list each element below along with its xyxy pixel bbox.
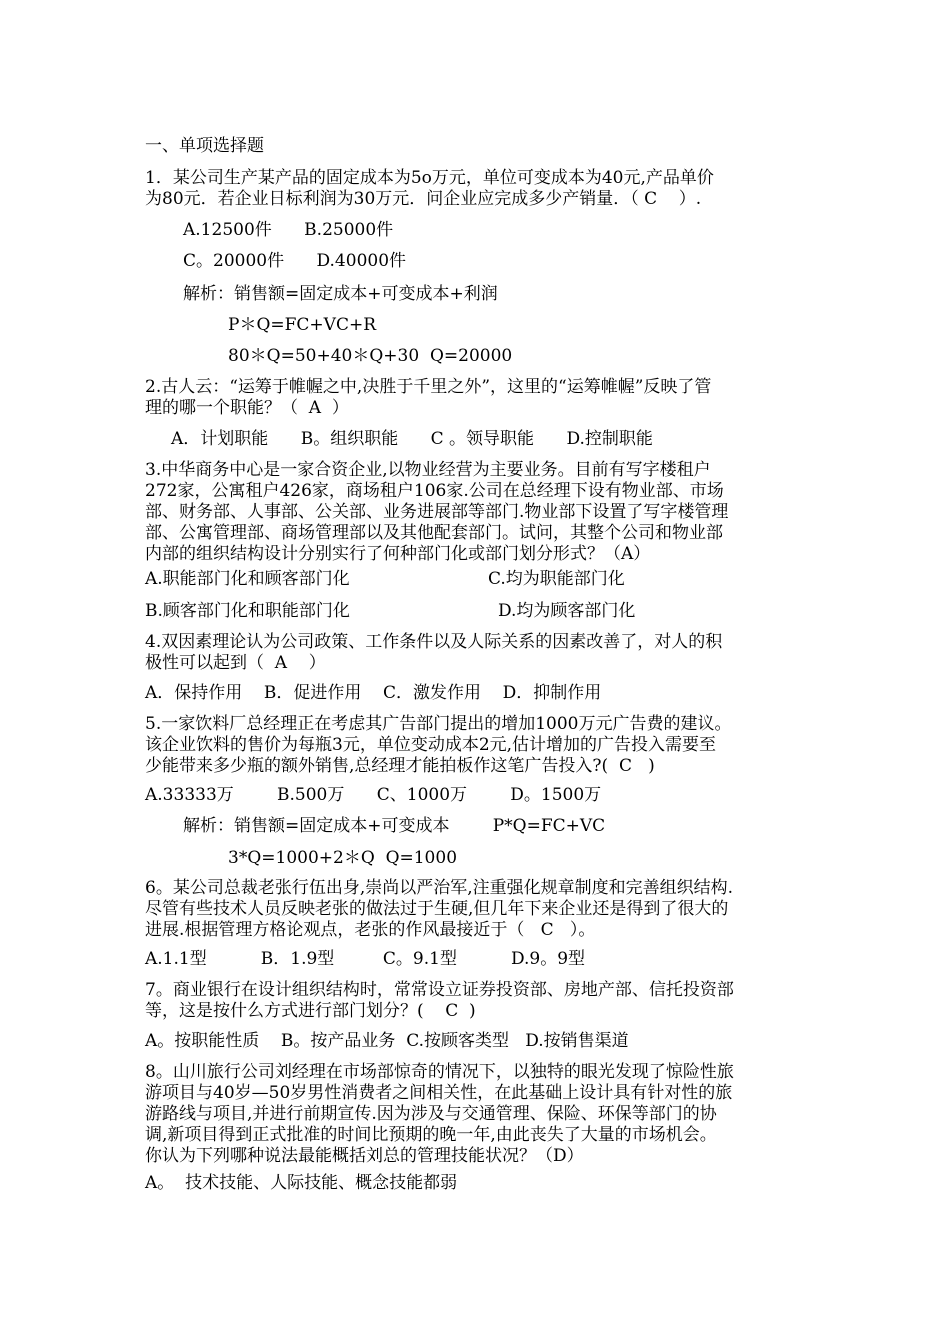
question-text: 4.双因素理论认为公司政策、工作条件以及人际关系的因素改善了，对人的积: [145, 632, 723, 652]
question-text: 少能带来多少瓶的额外销售,总经理才能拍板作这笔广告投入?( C ): [145, 756, 655, 776]
analysis-text: 解析：销售额=固定成本+可变成本+利润: [183, 284, 498, 304]
question-options: A.12500件 B.25000件: [183, 220, 394, 240]
question-text: 8。山川旅行公司刘经理在市场部惊奇的情况下，以独特的眼光发现了惊险性旅: [145, 1062, 734, 1082]
question-text: 1．某公司生产某产品的固定成本为5o万元，单位可变成本为40元,产品单价: [145, 168, 714, 188]
question-text: 6。某公司总裁老张行伍出身,崇尚以严治军,注重强化规章制度和完善组织结构.: [145, 878, 734, 898]
question-text: 部、公寓管理部、商场管理部以及其他配套部门。试问，其整个公司和物业部: [145, 523, 723, 543]
option-a: A。 技术技能、人际技能、概念技能都弱: [145, 1173, 458, 1193]
question-text: 5.一家饮料厂总经理正在考虑其广告部门提出的增加1000万元广告费的建议。: [145, 714, 732, 734]
question-text: 3.中华商务中心是一家合资企业,以物业经营为主要业务。目前有写字楼租户: [145, 460, 711, 480]
option-d: D.均为顾客部门化: [498, 601, 636, 621]
question-text: 理的哪一个职能？（ A ）: [145, 398, 349, 418]
question-text: 极性可以起到（ A ）: [145, 653, 326, 673]
question-text: 为80元．若企业日标利润为30万元．问企业应完成多少产销量．（ C ）.: [145, 189, 702, 209]
question-text: 进展.根据管理方格论观点，老张的作风最接近于（ C ）。: [145, 920, 596, 940]
question-options: C。20000件 D.40000件: [183, 251, 407, 271]
question-text: 调,新项目得到正式批准的时间比预期的晚一年,由此丧失了大量的市场机会。: [145, 1125, 717, 1145]
question-text: 尽管有些技术人员反映老张的做法过于生硬,但几年下来企业还是得到了很大的: [145, 899, 729, 919]
section-title: 一、单项选择题: [145, 136, 264, 156]
option-b: B.顾客部门化和职能部门化: [145, 601, 350, 621]
question-text: 该企业饮料的售价为每瓶3元，单位变动成本2元,估计增加的广告投入需要至: [145, 735, 717, 755]
question-text: 7。商业银行在设计组织结构时，常常设立证券投资部、房地产部、信托投资部: [145, 980, 734, 1000]
formula-text: 3*Q=1000+2＊Q Q=1000: [228, 848, 458, 868]
question-text: 游项目与40岁—50岁男性消费者之间相关性，在此基础上设计具有针对性的旅: [145, 1083, 733, 1103]
question-options: A．保持作用 B．促进作用 C．激发作用 D．抑制作用: [145, 683, 602, 703]
question-options: A．计划职能 B。组织职能 C 。领导职能 D.控制职能: [171, 429, 653, 449]
question-text: 游路线与项目,并进行前期宣传.因为涉及与交通管理、保险、环保等部门的协: [145, 1104, 717, 1124]
question-options: A.33333万 B.500万 C、1000万 D。1500万: [145, 785, 602, 805]
formula-text: 80＊Q=50+40＊Q+30 Q=20000: [228, 346, 513, 366]
question-options: A。按职能性质 B。按产品业务 C.按顾客类型 D.按销售渠道: [145, 1031, 629, 1051]
option-c: C.均为职能部门化: [488, 569, 625, 589]
question-text: 272家，公寓租户426家，商场租户106家.公司在总经理下设有物业部、市场: [145, 481, 724, 501]
question-text: 2.古人云：“运筹于帷幄之中,决胜于千里之外”，这里的“运筹帷幄”反映了管: [145, 377, 712, 397]
question-text: 内部的组织结构设计分别实行了何种部门化或部门划分形式？（A）: [145, 544, 651, 564]
question-text: 你认为下列哪种说法最能概括刘总的管理技能状况？（D）: [145, 1146, 584, 1166]
question-text: 部、财务部、人事部、公关部、业务进展部等部门.物业部下设置了写字楼管理: [145, 502, 729, 522]
formula-text: P＊Q=FC+VC+R: [228, 315, 376, 335]
option-a: A.职能部门化和顾客部门化: [145, 569, 350, 589]
question-text: 等，这是按什么方式进行部门划分？( C ): [145, 1001, 476, 1021]
analysis-text: 解析：销售额=固定成本+可变成本 P*Q=FC+VC: [183, 816, 606, 836]
question-options: A.1.1型 B．1.9型 C。9.1型 D.9。9型: [145, 949, 586, 969]
